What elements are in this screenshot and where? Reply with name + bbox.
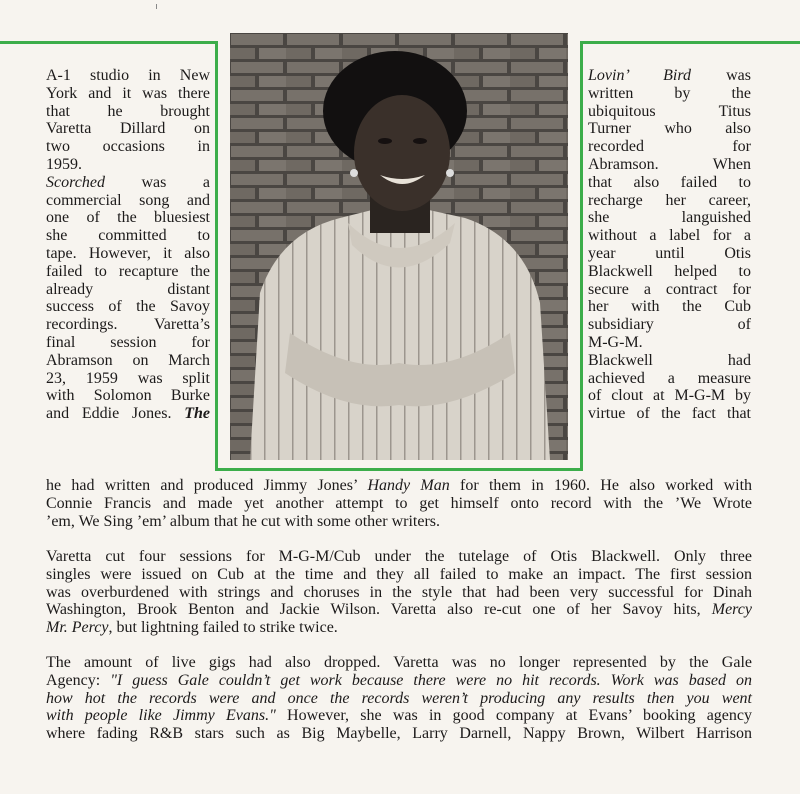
text-line: was overburdened with strings and choruses in the style that had been very successful for Dinah (46, 583, 752, 601)
text-line: ’em, We Sing ’em’ album that he cut with some other writers. (46, 512, 441, 530)
text-line: 1959. (46, 155, 82, 173)
text-line: recorded for (588, 138, 751, 156)
text-line: Varetta Dillard on (46, 120, 210, 138)
text-line: Abramson. When (588, 155, 751, 173)
text-line: Blackwell had (588, 351, 751, 369)
portrait-photo-icon (230, 33, 568, 460)
song-title: Handy Man (367, 477, 450, 494)
text-line: secure a contract for (588, 280, 751, 298)
left-column-text (46, 67, 210, 423)
text-line: success of the Savoy (46, 298, 210, 316)
scan-mark (156, 4, 157, 9)
text-line: virtue of the fact that (588, 405, 751, 423)
text-line: and Eddie Jones. The (46, 405, 210, 423)
song-title: Mr. Percy (46, 619, 109, 637)
text-line: final session for (46, 333, 210, 351)
song-title: Scorched (46, 173, 105, 191)
text-line: ubiquitous Titus (588, 102, 751, 120)
quote: with people like Jimmy Evans." (46, 707, 276, 725)
text-line: recordings. Varetta’s (46, 316, 210, 334)
text-line: A-1 studio in New (46, 67, 210, 84)
text-line: Blackwell helped to (588, 262, 751, 280)
green-frame-bottom (215, 468, 583, 471)
portrait-photo (230, 33, 568, 460)
text-line: tape. However, it also (46, 244, 210, 262)
text-line: The amount of live gigs had also dropped. Varetta was no longer represented by the Gale (46, 654, 752, 671)
text-line: year until Otis (588, 244, 751, 262)
text-line: Washington, Brook Benton and Jackie Wilson. Varetta also re-cut one of her Savoy hits, Mercy (46, 601, 752, 619)
text-line: Varetta cut four sessions for M-G-M/Cub under the tutelage of Otis Blackwell. Only three (46, 548, 752, 565)
text-line: Mr. Percy, but lightning failed to strike twice. (46, 619, 338, 637)
text-line: with Solomon Burke (46, 387, 210, 405)
text-line: York and it was there (46, 84, 210, 102)
text-line: with people like Jimmy Evans." However, she was in good company at Evans’ booking agency (46, 707, 753, 725)
text-line: Lovin’ Bird was (588, 67, 751, 84)
text-line: her with the Cub (588, 298, 751, 316)
song-title: Lovin’ Bird (588, 67, 691, 84)
paragraph-handy-man (46, 477, 752, 530)
text-line: Abramson on March (46, 351, 210, 369)
text-line: M-G-M. (588, 333, 643, 351)
song-title: Mercy (711, 601, 752, 619)
text-line: he had written and produced Jimmy Jones’ Handy Man for them in 1960. He also worked with (46, 477, 753, 494)
right-column-text (588, 67, 751, 423)
text-line: Connie Francis and made yet another attempt to get himself onto record with the ’We Wrote (46, 494, 752, 512)
text-line: singles were issued on Cub at the time and they all failed to make an impact. The first session (46, 565, 752, 583)
text-line: where fading R&B stars such as Big Maybelle, Larry Darnell, Nappy Brown, Wilbert Harrison (46, 725, 752, 743)
text-line: written by the (588, 84, 751, 102)
text-line: she languished (588, 209, 751, 227)
text-line: commercial song and (46, 191, 210, 209)
text-line: failed to recapture the (46, 262, 210, 280)
green-frame-top-right (580, 41, 800, 44)
text-line: two occasions in (46, 138, 210, 156)
green-frame-top-left (0, 41, 218, 44)
text-line: recharge her career, (588, 191, 751, 209)
text-line: Agency: "I guess Gale couldn’t get work because there were no hit records. Work was based on (46, 671, 752, 689)
green-frame-left (215, 41, 218, 471)
text-line: one of the bluesiest (46, 209, 210, 227)
text-line: that also failed to (588, 173, 751, 191)
paragraph-live-gigs (46, 654, 752, 743)
text-line: already distant (46, 280, 210, 298)
green-frame-right (580, 41, 583, 471)
song-title: The (184, 405, 210, 423)
text-line: of clout at M-G-M by (588, 387, 751, 405)
text-line: achieved a measure (588, 369, 751, 387)
text-line: that he brought (46, 102, 210, 120)
text-line: she committed to (46, 227, 210, 245)
text-line: without a label for a (588, 227, 751, 245)
quote: "I guess Gale couldn’t get work because there were no hit records. Work was based on (110, 671, 752, 689)
text-line: Turner who also (588, 120, 751, 138)
quote: how hot the records were and once the records weren’t producing any results then you went (46, 689, 752, 707)
text-line: subsidiary of (588, 316, 751, 334)
text-line (46, 690, 752, 708)
text-line: 23, 1959 was split (46, 369, 210, 387)
text-line: Scorched was a (46, 173, 210, 191)
paragraph-mgm-cub (46, 548, 752, 637)
